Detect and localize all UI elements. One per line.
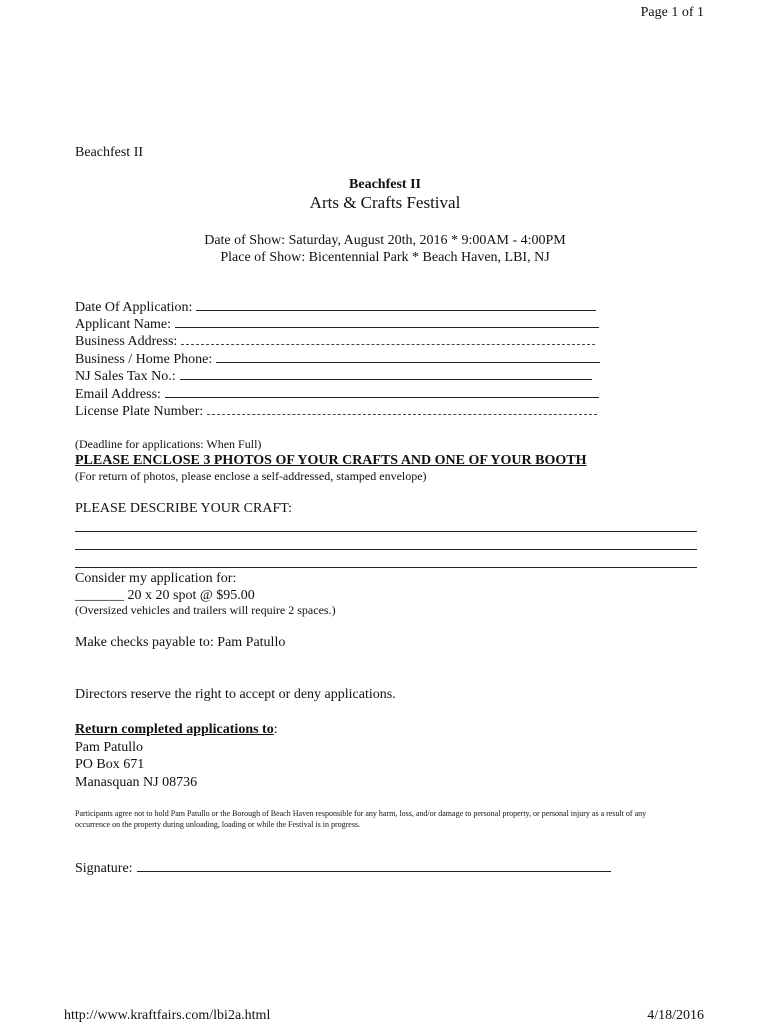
show-date: Date of Show: Saturday, August 20th, 2016 * 9:00AM - 4:00PM	[204, 233, 566, 248]
field-label: License Plate Number:	[75, 404, 204, 419]
photos-heading: PLEASE ENCLOSE 3 PHOTOS OF YOUR CRAFTS AND ONE OF YOUR BOOTH	[75, 453, 587, 468]
spot-blank[interactable]: _______	[75, 588, 124, 603]
applicant-name-line[interactable]	[175, 315, 599, 328]
field-label: Business / Home Phone:	[75, 352, 213, 367]
return-heading-colon: :	[273, 722, 278, 737]
checks-payable: Make checks payable to: Pam Patullo	[75, 635, 286, 650]
oversize-note: (Oversized vehicles and trailers will require 2 spaces.)	[75, 603, 336, 617]
business-address-line[interactable]	[181, 332, 595, 345]
photos-return-note: (For return of photos, please enclose a self-addressed, stamped envelope)	[75, 469, 427, 483]
footer-url[interactable]: http://www.kraftfairs.com/lbi2a.html	[64, 1008, 271, 1023]
field-label: NJ Sales Tax No.:	[75, 369, 176, 384]
document-label: Beachfest II	[75, 145, 144, 160]
footer-date: 4/18/2016	[647, 1008, 704, 1023]
field-label: Business Address:	[75, 334, 178, 349]
email-address-line[interactable]	[165, 385, 599, 398]
field-date-of-application	[75, 298, 596, 316]
field-label: Email Address:	[75, 387, 161, 402]
business-home-phone-line[interactable]	[216, 350, 600, 363]
spot-text: 20 x 20 spot @ $95.00	[127, 588, 255, 603]
nj-sales-tax-line[interactable]	[180, 367, 592, 380]
return-po-box: PO Box 671	[75, 757, 145, 772]
deadline-note: (Deadline for applications: When Full)	[75, 437, 262, 451]
festival-name: Beachfest II	[349, 177, 421, 192]
field-email-address	[75, 385, 599, 403]
return-name: Pam Patullo	[75, 740, 144, 755]
field-nj-sales-tax	[75, 367, 592, 385]
signature-row	[75, 857, 611, 877]
field-license-plate	[75, 402, 597, 420]
page-number: Page 1 of 1	[640, 5, 704, 20]
signature-line[interactable]	[137, 857, 611, 872]
field-label: Applicant Name:	[75, 317, 172, 332]
signature-label: Signature:	[75, 861, 133, 876]
field-business-home-phone	[75, 350, 600, 368]
return-city: Manasquan NJ 08736	[75, 775, 198, 790]
field-label: Date Of Application:	[75, 300, 193, 315]
consider-label: Consider my application for:	[75, 571, 237, 586]
license-plate-line[interactable]	[207, 402, 597, 415]
describe-line-3[interactable]	[75, 567, 697, 568]
describe-line-1[interactable]	[75, 531, 697, 532]
describe-line-2[interactable]	[75, 549, 697, 550]
field-applicant-name	[75, 315, 599, 333]
field-business-address	[75, 332, 595, 350]
return-heading-text: Return completed applications to	[75, 722, 274, 737]
directors-note: Directors reserve the right to accept or deny applications.	[75, 687, 396, 702]
describe-label: PLEASE DESCRIBE YOUR CRAFT:	[75, 501, 292, 516]
disclaimer-line-2: occurrence on the property during unloading, loading or while the Festival is in progress.	[75, 820, 361, 829]
disclaimer-line-1: Participants agree not to hold Pam Patullo or the Borough of Beach Haven responsible for any harm, loss, and/or damage to personal property, or personal injury as a result of any	[75, 809, 647, 818]
return-heading	[75, 721, 278, 738]
show-place: Place of Show: Bicentennial Park * Beach Haven, LBI, NJ	[220, 250, 550, 265]
spot-option	[75, 587, 255, 604]
festival-subtitle: Arts & Crafts Festival	[309, 193, 461, 212]
date-of-application-line[interactable]	[196, 298, 596, 311]
